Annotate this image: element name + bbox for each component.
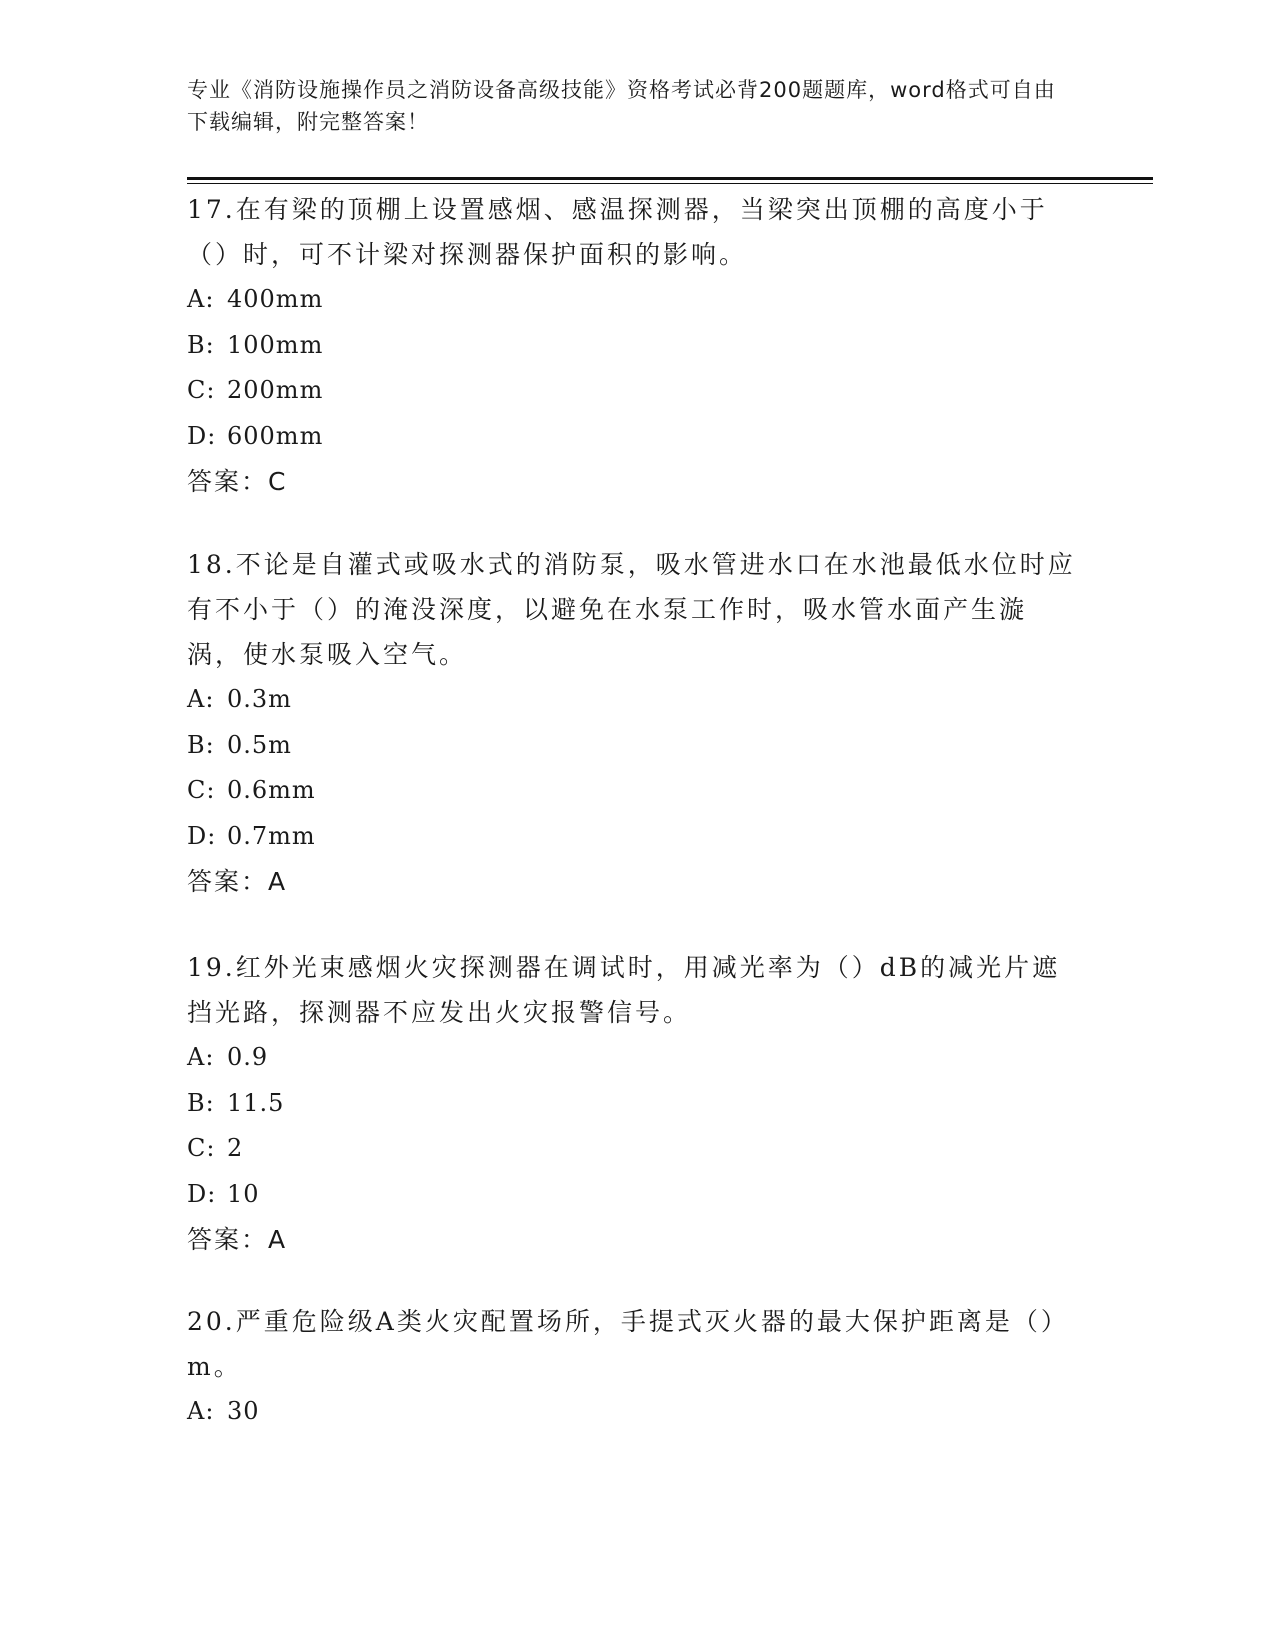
option-text: 11.5	[227, 1088, 285, 1117]
question-stem: 18.不论是自灌式或吸水式的消防泵，吸水管进水口在水池最低水位时应有不小于（）的淹没深度，以避免在水泵工作时，吸水管水面产生漩涡，使水泵吸入空气。	[187, 550, 1076, 669]
option-list	[187, 277, 1077, 459]
option-letter: D:	[187, 1179, 217, 1208]
option-d	[187, 414, 1077, 460]
option-letter: B:	[187, 330, 215, 359]
option-a	[187, 1035, 1077, 1081]
option-letter: C:	[187, 376, 216, 404]
option-b	[187, 323, 1077, 369]
option-text: 0.7mm	[227, 821, 316, 850]
header-divider-thin	[187, 183, 1153, 184]
option-text: 100mm	[227, 330, 324, 359]
answer-line: 答案：A	[187, 1225, 288, 1254]
question-stem: 20.严重危险级A类火灾配置场所，手提式灭火器的最大保护距离是（）m。	[187, 1307, 1069, 1381]
option-a	[187, 277, 1077, 323]
option-c	[187, 768, 1077, 814]
option-text: 30	[227, 1397, 260, 1425]
option-letter: A:	[187, 1043, 215, 1071]
answer-line: 答案：C	[187, 467, 288, 496]
option-text: 0.9	[227, 1043, 269, 1071]
option-text: 400mm	[227, 285, 324, 313]
option-text: 600mm	[227, 421, 324, 450]
answer-line: 答案：A	[187, 867, 288, 896]
option-b	[187, 723, 1077, 769]
option-c	[187, 1126, 1077, 1172]
option-list	[187, 677, 1077, 859]
option-letter: D:	[187, 821, 217, 850]
option-c	[187, 368, 1077, 414]
option-text: 2	[227, 1134, 244, 1162]
option-letter: B:	[187, 1088, 215, 1117]
option-list	[187, 1035, 1077, 1217]
option-d	[187, 814, 1077, 860]
option-letter: A:	[187, 1397, 215, 1425]
option-text: 200mm	[227, 376, 324, 404]
question-20	[187, 1299, 1077, 1435]
option-text: 10	[227, 1179, 260, 1208]
header-divider-thick	[187, 177, 1153, 180]
question-17	[187, 187, 1077, 504]
option-letter: A:	[187, 285, 215, 313]
option-letter: D:	[187, 421, 217, 450]
option-text: 0.6mm	[227, 776, 316, 804]
question-19	[187, 945, 1077, 1262]
document-header: 专业《消防设施操作员之消防设备高级技能》资格考试必背200题题库，word格式可自由下载编辑，附完整答案！	[187, 78, 1056, 134]
option-letter: A:	[187, 685, 215, 713]
option-a	[187, 1389, 1077, 1435]
option-letter: B:	[187, 730, 215, 759]
question-stem: 19.红外光束感烟火灾探测器在调试时，用减光率为（）dB的减光片遮挡光路，探测器不应发出火灾报警信号。	[187, 953, 1061, 1027]
option-letter: C:	[187, 776, 216, 804]
option-letter: C:	[187, 1134, 216, 1162]
option-text: 0.5m	[227, 730, 292, 759]
option-d	[187, 1172, 1077, 1218]
option-text: 0.3m	[227, 685, 292, 713]
option-a	[187, 677, 1077, 723]
option-b	[187, 1081, 1077, 1127]
question-stem: 17.在有梁的顶棚上设置感烟、感温探测器，当梁突出顶棚的高度小于（）时，可不计梁对探测器保护面积的影响。	[187, 195, 1048, 269]
question-18	[187, 542, 1077, 904]
option-list	[187, 1389, 1077, 1435]
